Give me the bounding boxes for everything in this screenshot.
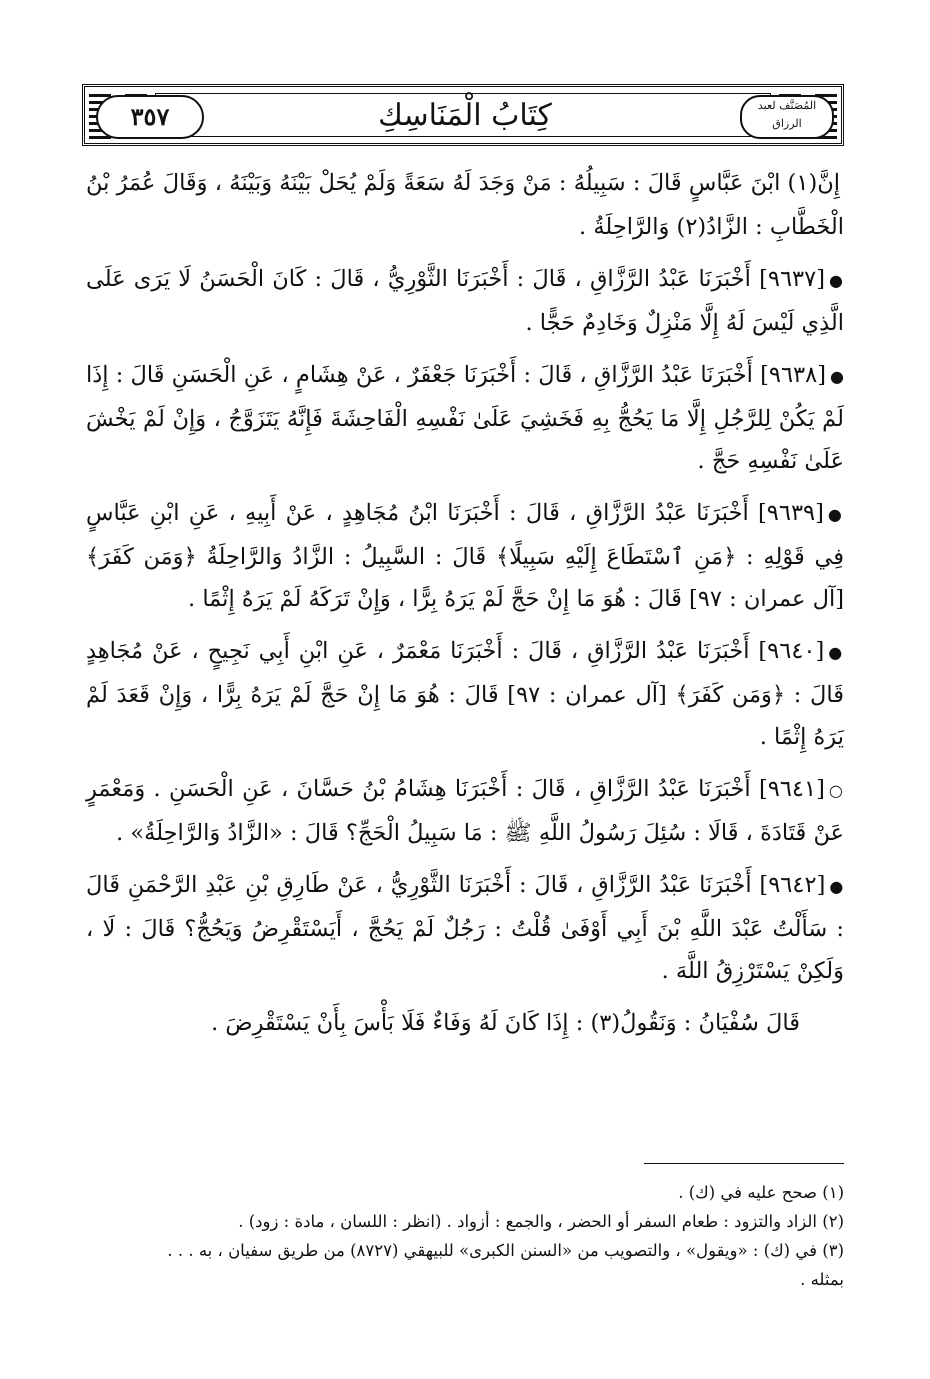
paragraph [86, 258, 844, 344]
paragraph [86, 354, 844, 482]
paragraph [86, 492, 844, 620]
hadith-marker: ● [829, 271, 844, 290]
paragraph [86, 630, 844, 758]
hadith-marker: ● [827, 505, 844, 524]
footnote: (١) صحح عليه في (ك) . [678, 1183, 844, 1202]
hadith-marker: ○ [828, 781, 844, 800]
hadith-marker: ● [829, 877, 844, 896]
footnote-separator [644, 1163, 844, 1164]
hadith-marker: ● [828, 643, 844, 662]
page-number: ٣٥٧ [96, 95, 204, 139]
paragraph-text: [٩٦٤١] أَخْبَرَنَا عَبْدُ الرَّزَّاقِ ، قَالَ : أَخْبَرَنَا هِشَامُ بْنُ حَسَّانَ ، عَنِ الْحَسَنِ . وَمَعْمَرٍ عَنْ قَتَادَةَ ، قَالَا : سُئِلَ رَسُولُ اللَّهِ ﷺ : مَا سَبِيلُ الْحَجِّ؟ قَالَ : «الزَّادُ وَالرَّاحِلَةُ» . [86, 776, 844, 846]
paragraph-text: [٩٦٣٨] أَخْبَرَنَا عَبْدُ الرَّزَّاقِ ، قَالَ : أَخْبَرَنَا جَعْفَرٌ ، عَنْ هِشَامٍ ، عَنِ الْحَسَنِ قَالَ : إِذَا لَمْ يَكُنْ لِلرَّجُلِ إِلَّا مَا يَحُجُّ بِهِ فَخَشِيَ عَلَىٰ نَفْسِهِ الْفَاحِشَةَ فَإِنَّهُ يَتَزَوَّجُ ، وَإِنْ لَمْ يَخْشَ عَلَىٰ نَفْسِهِ حَجَّ . [86, 362, 844, 474]
footnote: بمثله . [800, 1270, 844, 1289]
chapter-title: كِتَابُ الْمَنَاسِكِ [378, 98, 552, 133]
paragraph [86, 864, 844, 992]
hadith-marker: ● [829, 367, 844, 386]
footnote: (٣) في (ك) : «ويقول» ، والتصويب من «السنن الكبرى» للبيهقي (٨٧٢٧) من طريق سفيان ، به . . . [167, 1241, 844, 1260]
paragraph [86, 162, 844, 248]
paragraph-text: [٩٦٣٩] أَخْبَرَنَا عَبْدُ الرَّزَّاقِ ، قَالَ : أَخْبَرَنَا ابْنُ مُجَاهِدٍ ، عَنْ أَبِيهِ ، عَنِ ابْنِ عَبَّاسٍ فِي قَوْلِهِ : ﴿مَنِ ٱسْتَطَاعَ إِلَيْهِ سَبِيلًا﴾ قَالَ : السَّبِيلُ : الزَّادُ وَالرَّاحِلَةُ ﴿وَمَن كَفَرَ﴾ [آل عمران : ٩٧] قَالَ : هُوَ مَا إِنْ حَجَّ لَمْ يَرَهُ بِرًّا ، وَإِنْ تَرَكَهُ لَمْ يَرَهُ إِثْمًا . [86, 500, 844, 612]
paragraph-text: قَالَ سُفْيَانُ : وَنَقُولُ(٣) : إِذَا كَانَ لَهُ وَفَاءٌ فَلَا بَأْسَ بِأَنْ يَسْتَقْرِضَ . [211, 1010, 800, 1036]
paragraph-text: إِنَّ(١) ابْنَ عَبَّاسٍ قَالَ : سَبِيلُهُ : مَنْ وَجَدَ لَهُ سَعَةً وَلَمْ يُحَلْ بَيْنَهُ وَبَيْنَهُ ، وَقَالَ عُمَرُ بْنُ الْخَطَّابِ : الزَّادُ(٢) وَالرَّاحِلَةُ . [86, 170, 844, 240]
paragraph-text: [٩٦٤٠] أَخْبَرَنَا عَبْدُ الرَّزَّاقِ ، قَالَ : أَخْبَرَنَا مَعْمَرٌ ، عَنِ ابْنِ أَبِي نَجِيحٍ ، عَنْ مُجَاهِدٍ قَالَ : ﴿وَمَن كَفَرَ﴾ [آل عمران : ٩٧] قَالَ : هُوَ مَا إِنْ حَجَّ لَمْ يَرَهُ بِرًّا ، وَإِنْ قَعَدَ لَمْ يَرَهُ إِثْمًا . [86, 638, 844, 750]
book-logo: المُصَنَّف لعبد الرزاق [740, 95, 834, 139]
paragraph-text: [٩٦٤٢] أَخْبَرَنَا عَبْدُ الرَّزَّاقِ ، قَالَ : أَخْبَرَنَا الثَّوْرِيُّ ، عَنْ طَارِقِ بْنِ عَبْدِ الرَّحْمَنِ قَالَ : سَأَلْتُ عَبْدَ اللَّهِ بْنَ أَبِي أَوْفَىٰ قُلْتُ : رَجُلٌ لَمْ يَحُجَّ ، أَيَسْتَقْرِضُ وَيَحُجُّ؟ قَالَ : لَا ، وَلَكِنْ يَسْتَرْزِقُ اللَّهَ . [86, 872, 844, 984]
paragraph-text: [٩٦٣٧] أَخْبَرَنَا عَبْدُ الرَّزَّاقِ ، قَالَ : أَخْبَرَنَا الثَّوْرِيُّ ، قَالَ : كَانَ الْحَسَنُ لَا يَرَى عَلَى الَّذِي لَيْسَ لَهُ إِلَّا مَنْزِلٌ وَخَادِمٌ حَجًّا . [86, 266, 844, 336]
paragraph [86, 768, 844, 854]
paragraph [86, 1002, 844, 1046]
footnotes [86, 1178, 844, 1294]
page-body [86, 162, 844, 1056]
footnote: (٢) الزاد والتزود : طعام السفر أو الحضر ، والجمع : أزواد . (انظر : اللسان ، مادة : زود) . [238, 1212, 844, 1231]
